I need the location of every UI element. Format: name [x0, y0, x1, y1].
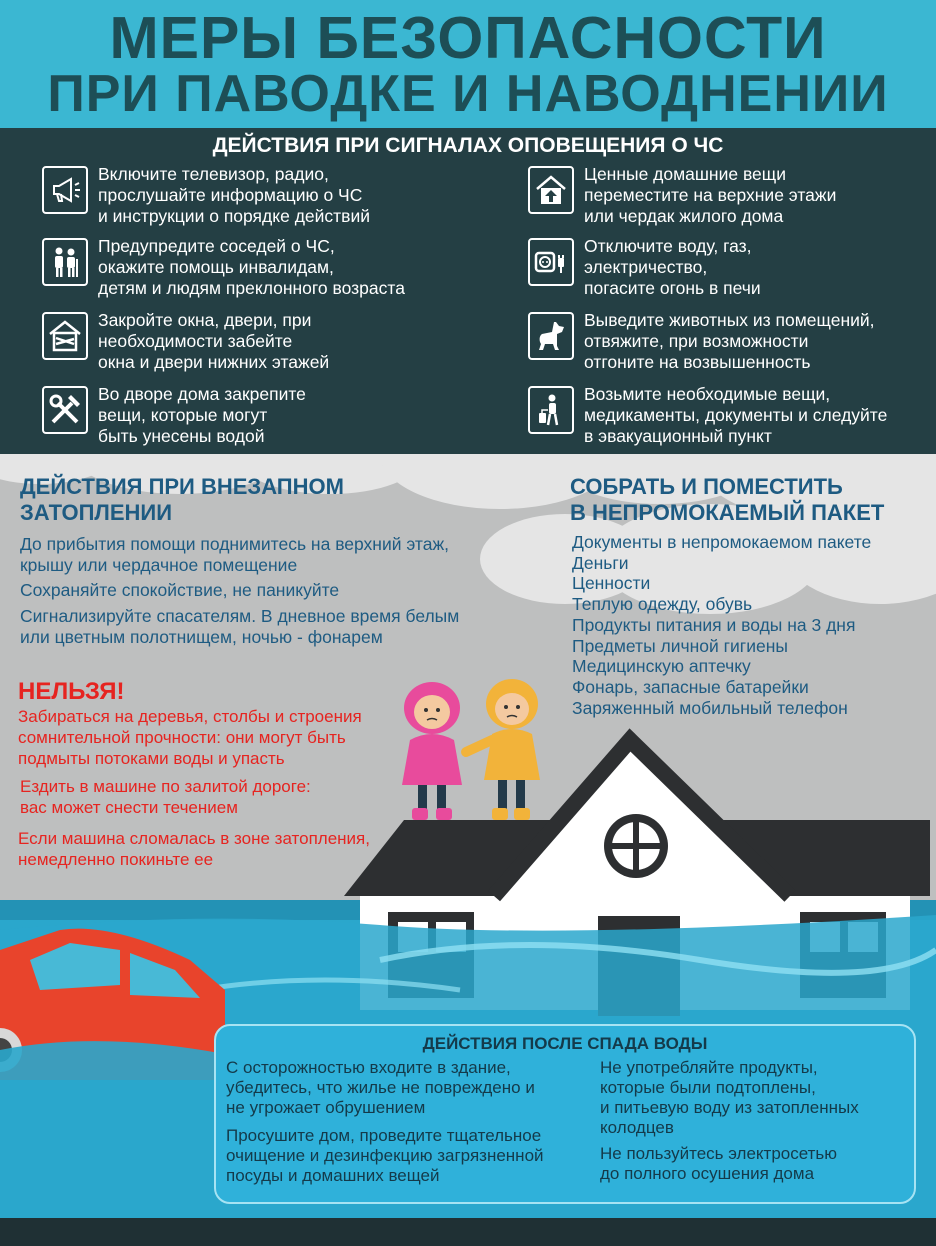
alert-item: [528, 384, 887, 447]
after-heading: ДЕЙСТВИЯ ПОСЛЕ СПАДА ВОДЫ: [422, 1034, 708, 1053]
pack-item: Документы в непромокаемом пакете: [572, 532, 872, 552]
alert-item: [42, 236, 405, 299]
sudden-heading: ДЕЙСТВИЯ ПРИ ВНЕЗАПНОМ ЗАТОПЛЕНИИ: [20, 474, 344, 525]
alert-item-text: Возьмите необходимые вещи, медикаменты, документы и следуйте в эвакуационный пункт: [584, 384, 888, 446]
forbidden-heading: НЕЛЬЗЯ!: [18, 678, 125, 705]
alert-item: [42, 164, 370, 227]
bottom-bar: [0, 1218, 936, 1246]
girl-pink-illustration: [402, 682, 462, 820]
after-flood-box: [214, 1024, 916, 1204]
sudden-item: До прибытия помощи поднимитесь на верхний этаж, крышу или чердачное помещение: [20, 534, 450, 575]
alert-item-text: Во дворе дома закрепите вещи, которые могут быть унесены водой: [98, 384, 306, 446]
after-item: Не пользуйтесь электросетью до полного осушения дома: [600, 1144, 838, 1183]
pack-item: Деньги: [572, 552, 629, 573]
alert-item-text: Отключите воду, газ, электричество, погасите огонь в печи: [584, 236, 761, 298]
page-title: [0, 0, 936, 128]
forbidden-item: Ездить в машине по залитой дороге: вас может снести течением: [20, 777, 311, 817]
forbidden-item: Забираться на деревья, столбы и строения сомнительной прочности: они могут быть подмыты потоками воды и упасть: [18, 707, 362, 768]
alert-item: [42, 310, 329, 373]
alert-item-text: Включите телевизор, радио, прослушайте информацию о ЧС и инструкции о порядке действий: [98, 164, 371, 226]
title-line-1: МЕРЫ БЕЗОПАСНОСТИ: [109, 5, 827, 71]
after-item: С осторожностью входите в здание, убедитесь, что жилье не повреждено и не угрожает обрушением: [226, 1058, 535, 1117]
sudden-item: Сигнализируйте спасателям. В дневное время белым или цветным полотнищем, ночью - фонарем: [20, 606, 460, 647]
alert-heading: ДЕЙСТВИЯ ПРИ СИГНАЛАХ ОПОВЕЩЕНИЯ О ЧС: [212, 134, 724, 157]
alert-item-text: Предупредите соседей о ЧС, окажите помощь инвалидам, детям и людям преклонного возраста: [98, 236, 405, 298]
pack-item: Продукты питания и воды на 3 дня: [572, 614, 856, 635]
pack-item: Медицинскую аптечку: [572, 656, 751, 677]
after-item: Не употребляйте продукты, которые были подтоплены, и питьевую воду из затопленных колодцев: [600, 1058, 859, 1137]
pack-item: Теплую одежду, обувь: [572, 594, 753, 615]
alert-item: [528, 236, 761, 299]
pack-item: Фонарь, запасные батарейки: [572, 676, 809, 697]
after-item: Просушите дом, проведите тщательное очищение и дезинфекцию загрязненной посуды и домашних вещей: [226, 1126, 544, 1185]
title-line-2: ПРИ ПАВОДКЕ И НАВОДНЕНИИ: [47, 65, 889, 123]
boarded-house-icon: [42, 312, 88, 360]
alert-item-text: Выведите животных из помещений, отвяжите, при возможности отгоните на возвышенность: [584, 310, 875, 372]
alert-item: [528, 164, 836, 227]
person-suitcase-icon: [528, 386, 574, 434]
megaphone-icon: [42, 166, 88, 214]
alert-item: [42, 384, 306, 447]
alert-item: [528, 310, 875, 373]
pack-heading: СОБРАТЬ И ПОМЕСТИТЬ В НЕПРОМОКАЕМЫЙ ПАКЕТ: [570, 474, 885, 525]
alert-actions-section: [0, 128, 936, 454]
sudden-item: Сохраняйте спокойствие, не паникуйте: [20, 580, 340, 600]
forbidden-item: Если машина сломалась в зоне затопления, немедленно покиньте ее: [18, 829, 370, 869]
pack-item: Ценности: [572, 573, 651, 594]
alert-item-text: Ценные домашние вещи переместите на верхние этажи или чердак жилого дома: [584, 164, 837, 226]
alert-item-text: Закройте окна, двери, при необходимости забейте окна и двери нижних этажей: [98, 310, 330, 372]
pack-item: Заряженный мобильный телефон: [572, 697, 848, 718]
pack-item: Предметы личной гигиены: [572, 635, 788, 656]
socket-plug-icon: [528, 238, 574, 286]
tools-icon: [42, 386, 88, 434]
dog-icon: [528, 312, 574, 360]
elderly-people-icon: [42, 238, 88, 286]
house-arrow-up-icon: [528, 166, 574, 214]
boy-yellow-illustration: [466, 679, 540, 820]
